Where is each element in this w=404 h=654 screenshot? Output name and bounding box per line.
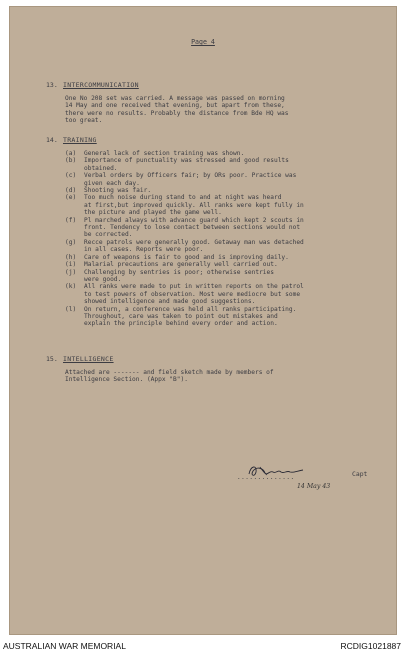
training-item-text: General lack of section training was shown. — [84, 150, 245, 157]
training-item-label: (a) — [65, 150, 77, 157]
section-13-title: INTERCOMMUNICATION — [63, 81, 139, 89]
footer-record-id: RCDIG1021887 — [340, 641, 401, 651]
training-item-label: (d) — [65, 187, 77, 195]
training-item-text: On return, a conference was held all ranks participating. Throughout, care was taken to point out mistakes and explain the principle behind every order and action. — [84, 305, 297, 328]
signature-date: 14 May 43 — [297, 483, 331, 490]
training-item-text: Too much noise during stand to and at night was heard at first,but improved quickly. All ranks were kept fully in the picture and played the game well. — [84, 194, 304, 217]
footer-institution: AUSTRALIAN WAR MEMORIAL — [3, 641, 126, 651]
training-item — [65, 283, 375, 305]
document-page — [9, 6, 397, 635]
training-item-text: Pl marched always with advance guard which kept 2 scouts in front. Tendency to lose contact between sections would not be corrected. — [84, 216, 304, 239]
archive-footer — [0, 637, 404, 654]
training-item — [65, 187, 375, 194]
training-item-label: (j) — [65, 268, 77, 276]
training-item-label: (c) — [65, 172, 77, 180]
training-item — [65, 261, 375, 268]
document-body — [9, 6, 397, 635]
section-14-number: 14. — [46, 136, 58, 144]
training-item-text: All ranks were made to put in written reports on the patrol to test powers of observation. Most were mediocre but some showed intelligence and made good suggestions. — [84, 283, 304, 306]
training-item — [65, 269, 375, 284]
training-item-label: (h) — [65, 253, 77, 261]
section-13-body: One No 208 set was carried. A message was passed on morning 14 May and one received that evening, but apart from these, there were no results. Probably the distance from Bde HQ was too great. — [65, 95, 289, 125]
training-item-label: (f) — [65, 216, 77, 224]
training-item-label: (i) — [65, 261, 77, 269]
training-item — [65, 157, 375, 172]
training-item-label: (k) — [65, 283, 77, 291]
section-15-heading — [46, 356, 114, 363]
training-item — [65, 306, 375, 328]
training-item — [65, 217, 375, 239]
training-item-text: Care of weapons is fair to good and is improving daily. — [84, 253, 289, 261]
training-item-text: Challenging by sentries is poor; otherwise sentries were good. — [84, 268, 274, 283]
training-item-text: Shooting was fair. — [84, 187, 152, 195]
signature-dots: .............. — [237, 474, 295, 481]
training-item-text: Malarial precautions are generally well carried out. — [84, 261, 278, 269]
training-item-label: (b) — [65, 157, 77, 165]
section-13-heading — [46, 82, 139, 89]
training-item-text: Verbal orders by Officers fair; by ORs poor. Practice was given each day. — [84, 172, 297, 187]
section-15-body: Attached are ------- and field sketch made by members of Intelligence Section. (Appx "B"). — [65, 369, 274, 384]
training-item — [65, 150, 375, 157]
section-13-number: 13. — [46, 81, 58, 89]
section-15-title: INTELLIGENCE — [63, 355, 114, 363]
training-item-text: Importance of punctuality was stressed and good results obtained. — [84, 157, 289, 172]
page-header: Page 4 — [191, 38, 215, 46]
training-item-label: (e) — [65, 194, 77, 202]
training-item-label: (g) — [65, 238, 77, 246]
training-item — [65, 254, 375, 261]
training-list — [65, 150, 375, 328]
signature-block — [237, 464, 377, 504]
training-item — [65, 239, 375, 254]
training-item — [65, 172, 375, 187]
section-15-number: 15. — [46, 355, 58, 363]
training-item-label: (l) — [65, 305, 77, 313]
training-item — [65, 194, 375, 216]
section-14-title: TRAINING — [63, 136, 97, 144]
section-14-heading — [46, 137, 97, 144]
training-item-text: Recce patrols were generally good. Getaway man was detached in all cases. Reports were poor. — [84, 238, 304, 254]
signature-rank: Capt — [352, 470, 368, 478]
